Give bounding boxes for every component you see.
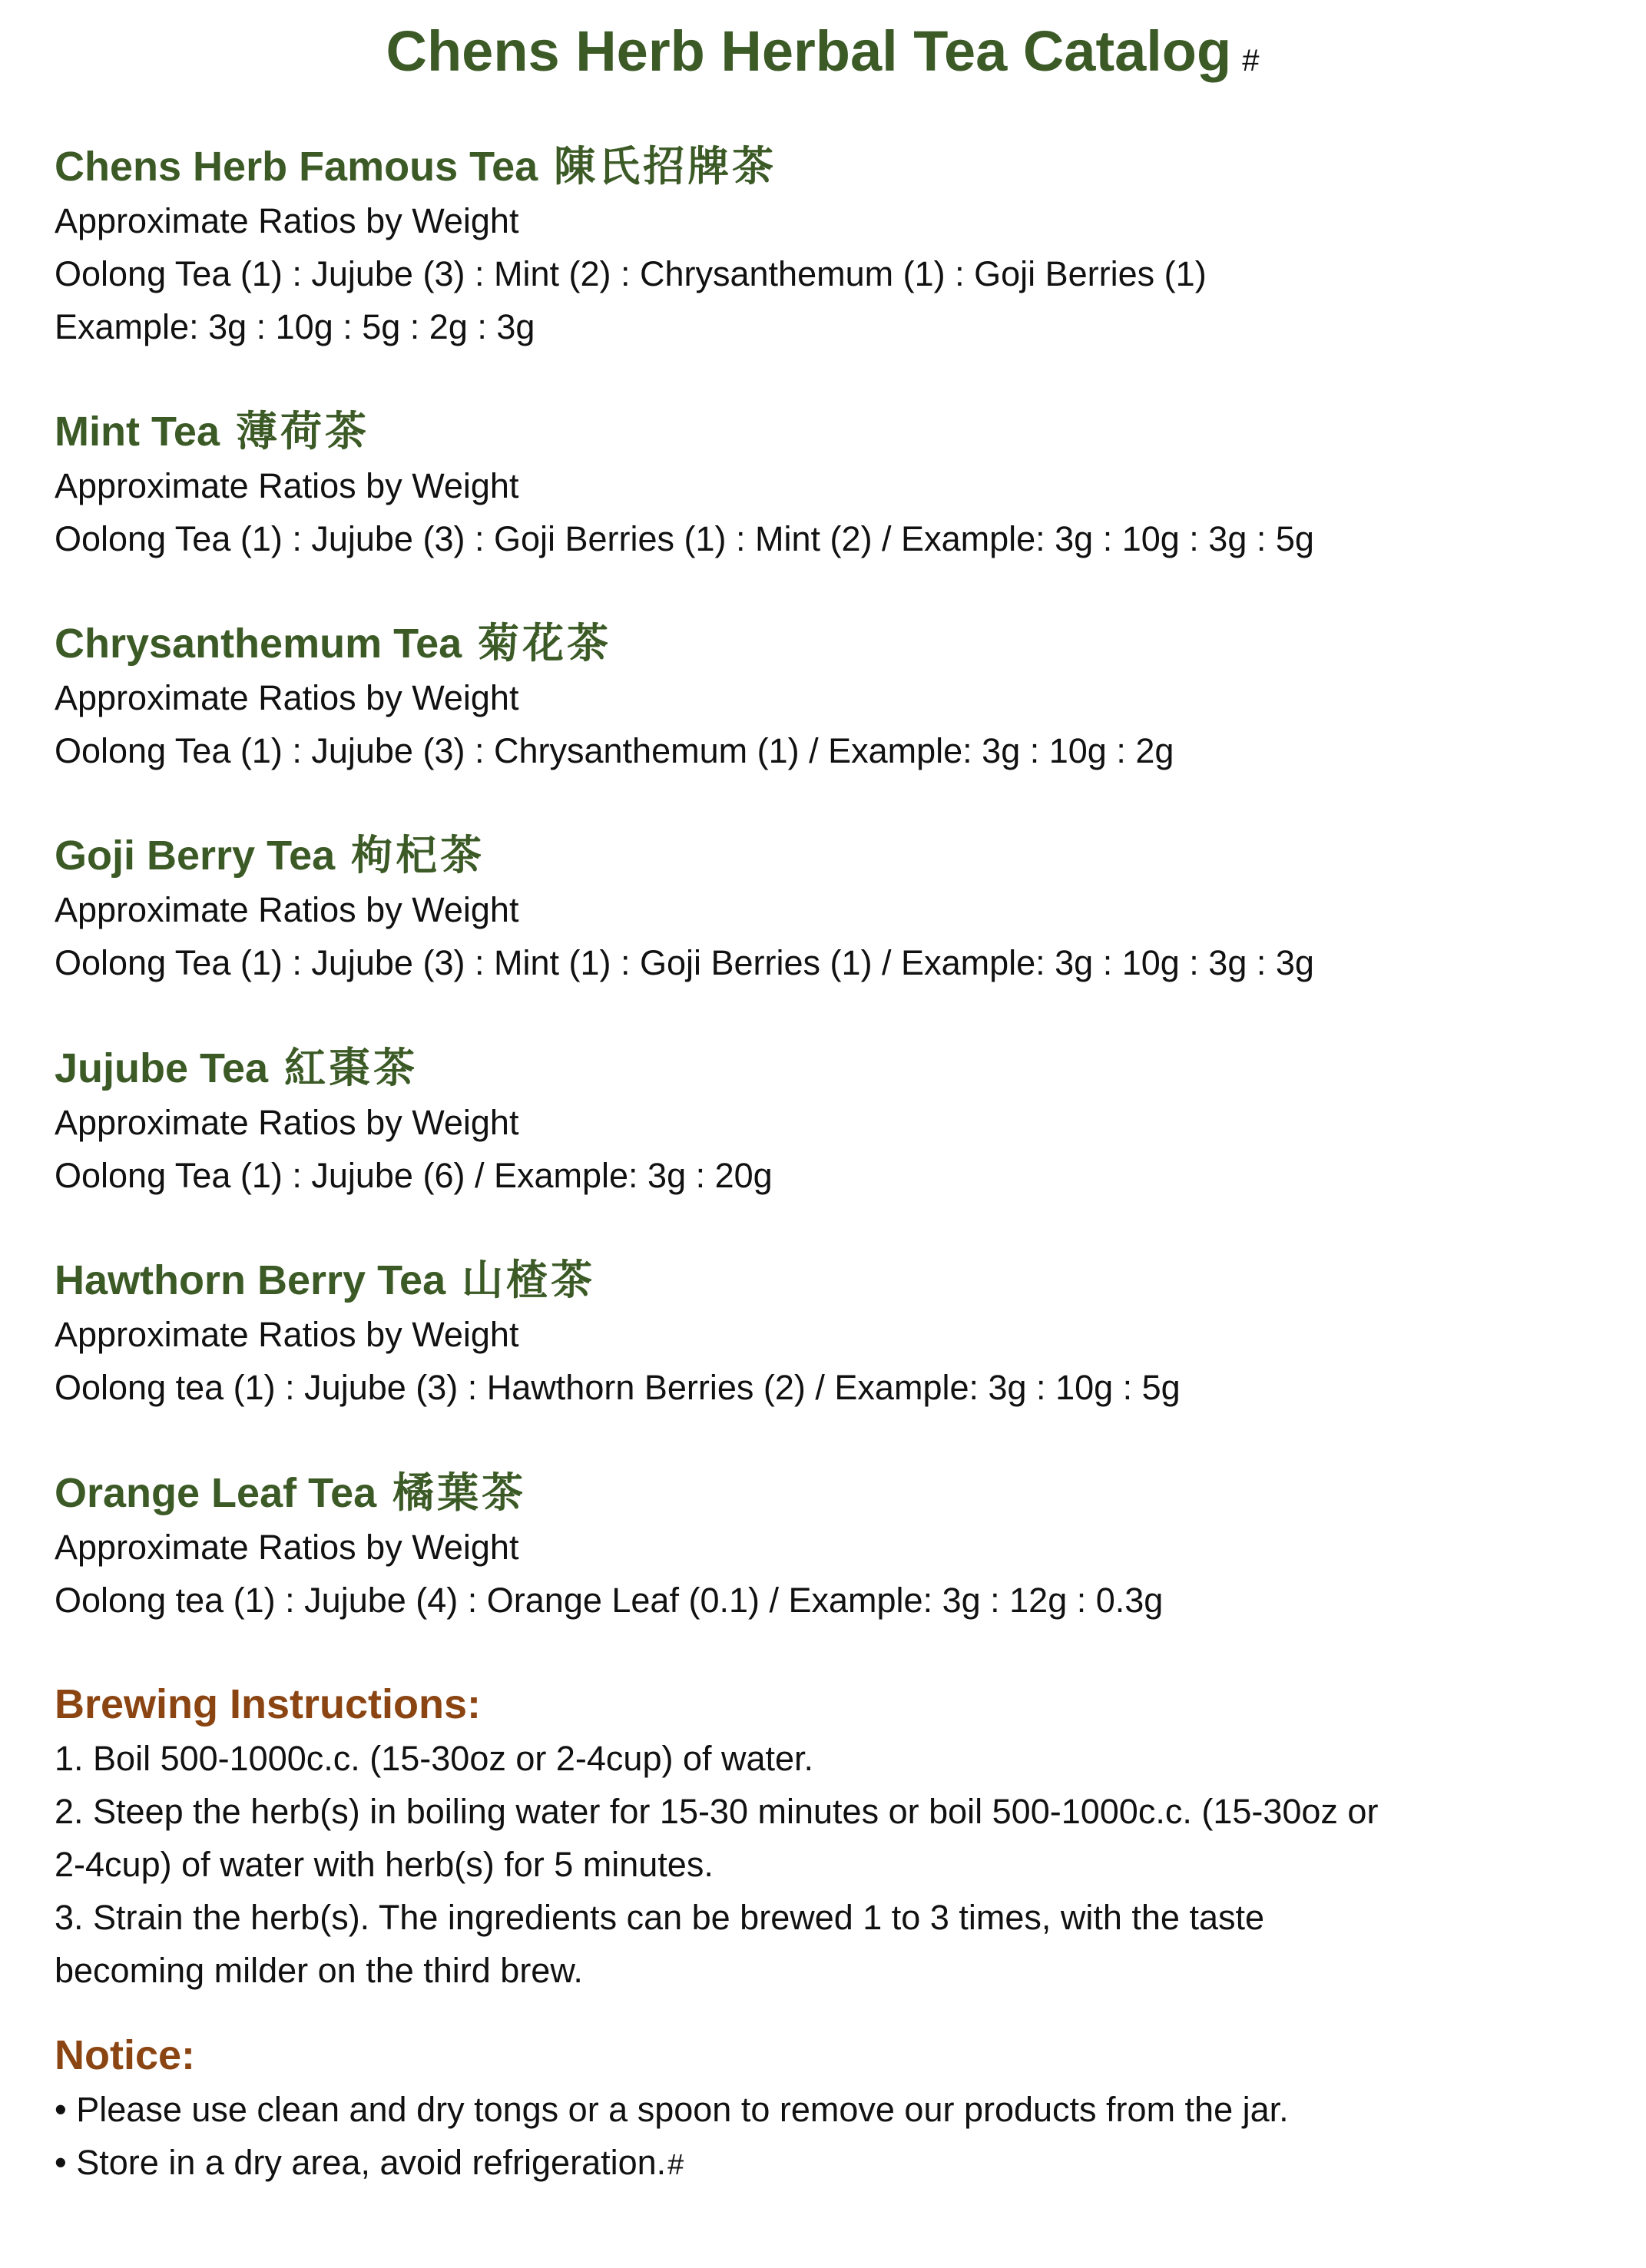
- brewing-instructions: [55, 1677, 1591, 1997]
- tea-section-hawthorn: [55, 1252, 1591, 1414]
- notice-heading: Notice:: [55, 2032, 196, 2078]
- tea-name: Mint Tea: [55, 409, 220, 455]
- end-mark: #: [667, 2149, 684, 2181]
- tea-heading: [55, 615, 1591, 671]
- tea-section-jujube: [55, 1040, 1591, 1202]
- page-title-text: Chens Herb Herbal Tea Catalog: [386, 19, 1232, 83]
- brewing-step: 1. Boil 500-1000c.c. (15-30oz or 2-4cup) of water.: [55, 1739, 814, 1778]
- title-mark: #: [1242, 44, 1260, 78]
- tea-name: Goji Berry Tea: [55, 833, 336, 879]
- brewing-step: 2. Steep the herb(s) in boiling water for 15-30 minutes or boil 500-1000c.c. (15-30oz or: [55, 1792, 1379, 1831]
- notice-item: • Please use clean and dry tongs or a spoon to remove our products from the jar.: [55, 2090, 1289, 2129]
- tea-chinese-name: 紅棗茶: [284, 1043, 419, 1092]
- ratio-label: Approximate Ratios by Weight: [55, 1528, 519, 1567]
- page-title: [55, 17, 1591, 95]
- ratio-label: Approximate Ratios by Weight: [55, 1103, 519, 1142]
- ratio-label: Approximate Ratios by Weight: [55, 678, 519, 717]
- tea-name: Hawthorn Berry Tea: [55, 1257, 446, 1303]
- brewing-step: 3. Strain the herb(s). The ingredients can be brewed 1 to 3 times, with the taste: [55, 1898, 1265, 1937]
- tea-section-mint: [55, 403, 1591, 565]
- tea-section-chrysanthemum: [55, 615, 1591, 777]
- ratio-line: Oolong Tea (1) : Jujube (6) / Example: 3g : 20g: [55, 1156, 773, 1195]
- tea-heading: [55, 138, 1591, 194]
- ratio-line: Oolong Tea (1) : Jujube (3) : Mint (1) : Goji Berries (1) / Example: 3g : 10g : 3g : 3g: [55, 943, 1314, 982]
- example-line: Example: 3g : 10g : 5g : 2g : 3g: [55, 307, 535, 346]
- tea-heading: [55, 1465, 1591, 1521]
- tea-chinese-name: 枸杞茶: [351, 830, 485, 879]
- tea-chinese-name: 菊花茶: [478, 618, 612, 667]
- tea-heading: [55, 827, 1591, 883]
- tea-chinese-name: 陳氏招牌茶: [554, 141, 777, 190]
- tea-name: Jujube Tea: [55, 1045, 269, 1091]
- ratio-line: Oolong Tea (1) : Jujube (3) : Goji Berries (1) : Mint (2) / Example: 3g : 10g : 3g : 5g: [55, 519, 1314, 558]
- brewing-heading: Brewing Instructions:: [55, 1681, 482, 1727]
- ratio-line: Oolong Tea (1) : Jujube (3) : Chrysanthemum (1) / Example: 3g : 10g : 2g: [55, 731, 1174, 770]
- tea-chinese-name: 薄荷茶: [236, 406, 370, 455]
- tea-chinese-name: 山楂茶: [462, 1255, 596, 1304]
- tea-chinese-name: 橘葉茶: [392, 1468, 527, 1517]
- tea-section-orange-leaf: [55, 1465, 1591, 1627]
- ratio-label: Approximate Ratios by Weight: [55, 890, 519, 929]
- brewing-step: 2-4cup) of water with herb(s) for 5 minutes.: [55, 1845, 714, 1884]
- notice-item: [55, 2136, 1591, 2192]
- ratio-label: Approximate Ratios by Weight: [55, 466, 519, 505]
- tea-name: Chrysanthemum Tea: [55, 621, 462, 667]
- ratio-line: Oolong tea (1) : Jujube (4) : Orange Leaf (0.1) / Example: 3g : 12g : 0.3g: [55, 1581, 1164, 1620]
- tea-heading: [55, 1252, 1591, 1308]
- ratio-label: Approximate Ratios by Weight: [55, 1315, 519, 1354]
- brewing-step: becoming milder on the third brew.: [55, 1951, 583, 1990]
- notice-section: [55, 2028, 1591, 2192]
- ratio-line: Oolong Tea (1) : Jujube (3) : Mint (2) : Chrysanthemum (1) : Goji Berries (1): [55, 254, 1207, 293]
- tea-heading: [55, 403, 1591, 459]
- tea-heading: [55, 1040, 1591, 1096]
- ratio-label: Approximate Ratios by Weight: [55, 201, 519, 240]
- tea-section-famous: [55, 138, 1591, 353]
- notice-item-text: • Store in a dry area, avoid refrigeration.: [55, 2143, 667, 2182]
- tea-name: Chens Herb Famous Tea: [55, 144, 538, 190]
- tea-name: Orange Leaf Tea: [55, 1470, 377, 1516]
- tea-section-goji: [55, 827, 1591, 989]
- ratio-line: Oolong tea (1) : Jujube (3) : Hawthorn Berries (2) / Example: 3g : 10g : 5g: [55, 1368, 1181, 1407]
